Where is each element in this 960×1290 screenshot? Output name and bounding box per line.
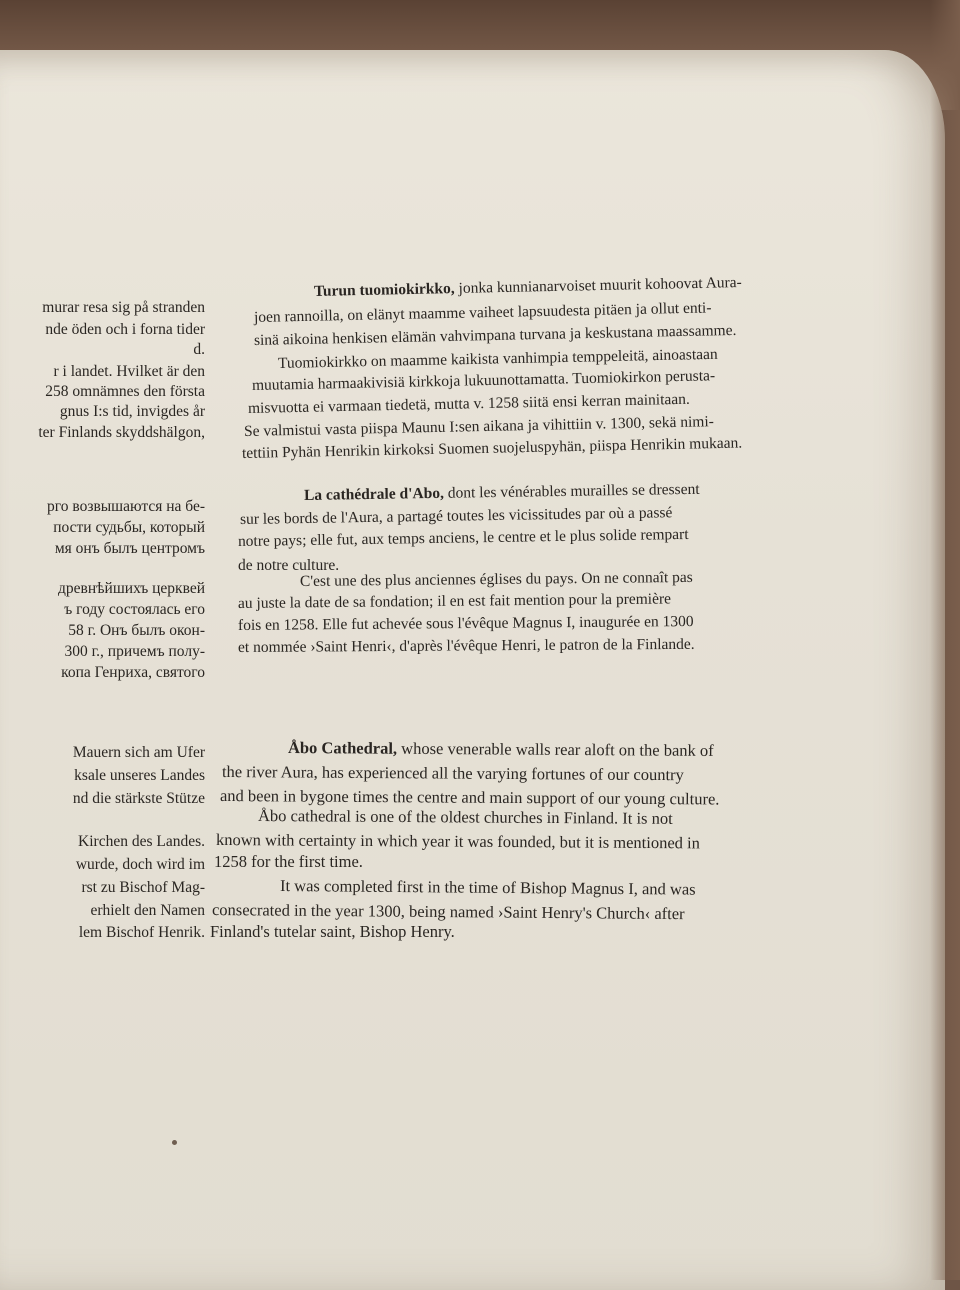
finnish-line: sinä aikoina henkisen elämän vahvimpana turvana ja keskustana maassamme. xyxy=(253,321,737,349)
russian-line: ъ году состоялась его xyxy=(64,601,205,618)
english-first-line xyxy=(288,738,714,761)
russian-line: пости судьбы, который xyxy=(53,519,205,536)
french-line: fois en 1258. Elle fut achevée sous l'évêque Magnus I, inaugurée en 1300 xyxy=(237,613,694,634)
french-line: C'est une des plus anciennes églises du pays. On ne connaît pas xyxy=(299,568,693,590)
french-line: et nommée ›Saint Henri‹, d'après l'évêque Henri, le patron de la Finlande. xyxy=(237,635,695,656)
finnish-line: misvuotta ei varmaan tiedetä, mutta v. 1258 siitä ensi kerran mainitaan. xyxy=(247,390,690,417)
english-line: whose venerable walls rear aloft on the bank of xyxy=(397,738,714,760)
french-heading: La cathédrale d'Abo, xyxy=(303,484,445,504)
ink-speck xyxy=(172,1140,177,1145)
page-edge-shadow xyxy=(930,0,960,1280)
french-line: dont les vénérables murailles se dressent xyxy=(443,480,700,502)
german-line: Kirchen des Landes. xyxy=(78,833,205,850)
english-heading: Åbo Cathedral, xyxy=(287,738,398,758)
russian-line: мя онъ былъ центромъ xyxy=(54,540,205,557)
english-line: It was completed first in the time of Bishop Magnus I, and was xyxy=(279,876,696,899)
french-line: au juste la date de sa fondation; il en est fait mention pour la première xyxy=(237,590,672,612)
german-line: rst zu Bischof Mag- xyxy=(81,879,205,896)
finnish-line: Tuomiokirkko on maamme kaikista vanhimpia temppeleitä, ainoastaan xyxy=(277,345,718,372)
finnish-line: tettiin Pyhän Henrikin kirkoksi Suomen suojeluspyhän, piispa Henrikin mukaan. xyxy=(241,434,743,462)
english-line: known with certainty in which year it was founded, but it is mentioned in xyxy=(215,830,700,853)
german-line: nd die stärkste Stütze xyxy=(72,790,205,807)
russian-line: древнѣйшихъ церквей xyxy=(58,580,205,597)
swedish-line: r i landet. Hvilket är den xyxy=(53,363,205,380)
german-line: Mauern sich am Ufer xyxy=(72,744,205,761)
french-line: notre pays; elle fut, aux temps anciens, le centre et le plus solide rempart xyxy=(237,525,689,550)
russian-line: копа Генриха, святого xyxy=(61,664,205,681)
german-line: lem Bischof Henrik. xyxy=(78,924,205,941)
english-line: 1258 for the first time. xyxy=(214,852,363,871)
finnish-line: Se valmistui vasta piispa Maunu I:sen aikana ja vihittiin v. 1300, sekä nimi- xyxy=(243,413,715,440)
swedish-line: d. xyxy=(193,341,205,358)
russian-line: рго возвышаются на бе- xyxy=(47,498,205,515)
swedish-line: 258 omnämnes den första xyxy=(45,383,205,400)
german-line: ksale unseres Landes xyxy=(74,767,205,784)
english-line: Åbo cathedral is one of the oldest churches in Finland. It is not xyxy=(257,806,673,828)
swedish-line: nde öden och i forna tider xyxy=(45,321,205,338)
english-line: consecrated in the year 1300, being named ›Saint Henry's Church‹ after xyxy=(211,900,685,924)
finnish-line: muutamia harmaakivisiä kirkkoja lukuunottamatta. Tuomiokirkon perusta- xyxy=(251,367,716,394)
russian-line: 58 г. Онъ былъ окон- xyxy=(68,622,205,639)
french-line: sur les bords de l'Aura, a partagé toutes les vicissitudes par où a passé xyxy=(239,504,673,528)
german-line: wurde, doch wird im xyxy=(75,856,205,873)
russian-line: 300 г., причемъ полу- xyxy=(64,643,205,660)
german-line: erhielt den Namen xyxy=(90,902,205,919)
finnish-heading: Turun tuomiokirkko, xyxy=(313,280,455,300)
english-line: the river Aura, has experienced all the varying fortunes of our country xyxy=(221,762,684,785)
finnish-line: joen rannoilla, on elänyt maamme vaiheet lapsuudesta pitäen ja ollut enti- xyxy=(253,299,712,326)
swedish-line: ter Finlands skyddshälgon, xyxy=(38,424,205,441)
english-line: and been in bygone times the centre and main support of our young culture. xyxy=(219,786,720,809)
swedish-line: murar resa sig på stranden xyxy=(42,299,205,316)
english-line: Finland's tutelar saint, Bishop Henry. xyxy=(210,922,455,941)
french-line: de notre culture. xyxy=(238,557,340,574)
finnish-line: jonka kunnianarvoiset muurit kohoovat Aura- xyxy=(454,274,742,298)
swedish-line: gnus I:s tid, invigdes år xyxy=(59,403,205,420)
